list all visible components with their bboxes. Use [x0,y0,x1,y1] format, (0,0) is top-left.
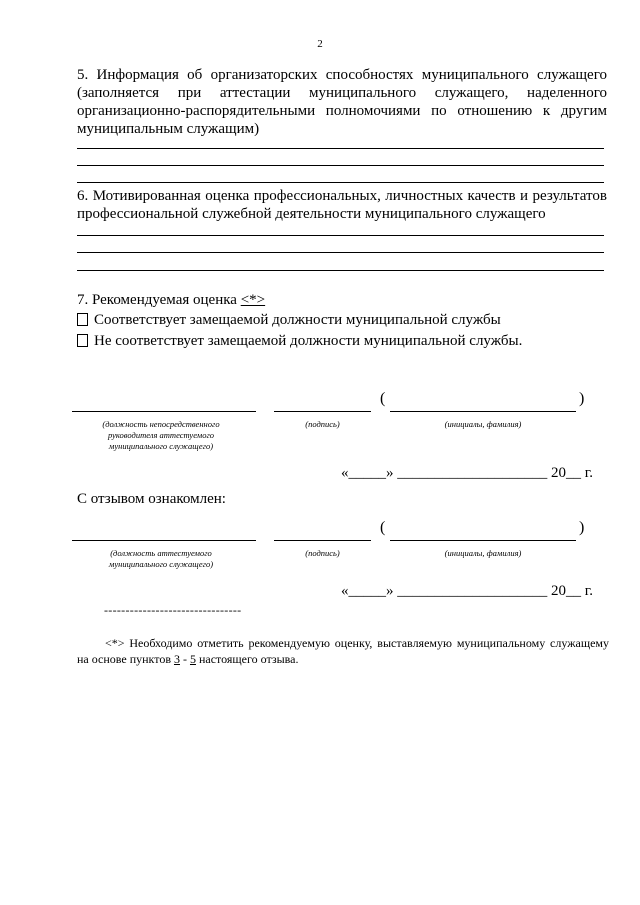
section-5-line-1: 5. Информация об организаторских способностях муниципального служащего [77,67,607,83]
option-conforms-label: Соответствует замещаемой должности муниципальной службы [94,312,501,328]
employee-name-close-paren: ) [579,519,585,536]
section-7-footnote-ref[interactable]: <*> [240,292,266,308]
supervisor-date[interactable]: «_____» ____________________ 20__ г. [341,465,593,481]
footnote-text-before: <*> Необходимо отметить рекомендуемую оценку, выставляемую муниципальному служащему на основе пунктов [77,636,609,666]
section-6-line-2: профессиональной служебной деятельности муниципального служащего [77,206,546,222]
checkbox-conforms[interactable] [77,313,88,326]
option-not-conforms[interactable] [77,332,522,350]
section-6-heading [77,187,607,223]
footnote [77,635,609,667]
section-6-answer-line-1[interactable] [77,235,604,236]
page-number: 2 [317,38,323,50]
employee-signature-caption: (подпись) [305,548,340,558]
footnote-ref-3[interactable]: 3 [173,652,180,666]
option-conforms[interactable] [77,311,501,329]
section-6-line-1: 6. Мотивированная оценка профессиональных, личностных качеств и результатов [77,188,607,204]
supervisor-signature-caption: (подпись) [305,419,340,429]
employee-name-caption: (инициалы, фамилия) [444,548,522,558]
footnote-ref-5[interactable]: 5 [189,652,196,666]
footnote-text-after: настоящего отзыва. [195,652,299,666]
supervisor-name-open-paren: ( [380,390,386,407]
employee-name-open-paren: ( [380,519,386,536]
section-6-answer-line-2[interactable] [77,252,604,253]
section-6-answer-line-3[interactable] [77,270,604,271]
supervisor-name-caption: (инициалы, фамилия) [444,419,522,429]
employee-signature-line[interactable] [274,540,371,541]
section-5-answer-line-1[interactable] [77,148,604,149]
footnote-separator: -------------------------------- [104,603,242,617]
section-5-heading [77,66,607,138]
acknowledged-label: С отзывом ознакомлен: [77,491,226,507]
supervisor-position-line[interactable] [72,411,256,412]
section-7-title [77,291,265,309]
supervisor-signature-line[interactable] [274,411,371,412]
employee-name-line[interactable] [390,540,576,541]
section-5-answer-line-3[interactable] [77,182,604,183]
section-7-title-text: 7. Рекомендуемая оценка [77,292,241,308]
option-not-conforms-label: Не соответствует замещаемой должности муниципальной службы. [94,333,523,349]
checkbox-not-conforms[interactable] [77,334,88,347]
section-5-answer-line-2[interactable] [77,165,604,166]
supervisor-position-caption: (должность непосредственного руководителя аттестуемого муниципального служащего) [102,419,220,451]
section-5-line-2: (заполняется при аттестации муниципального служащего, наделенного [77,85,607,101]
employee-date[interactable]: «_____» ____________________ 20__ г. [341,583,593,599]
section-5-line-3: организационно-распорядительными полномочиями по отношению к другим [77,103,607,119]
employee-position-line[interactable] [72,540,256,541]
supervisor-name-line[interactable] [390,411,576,412]
employee-position-caption: (должность аттестуемого муниципального служащего) [108,548,214,569]
footnote-dash: - [179,652,190,666]
section-5-line-4: муниципальным служащим) [77,121,260,137]
supervisor-name-close-paren: ) [579,390,585,407]
